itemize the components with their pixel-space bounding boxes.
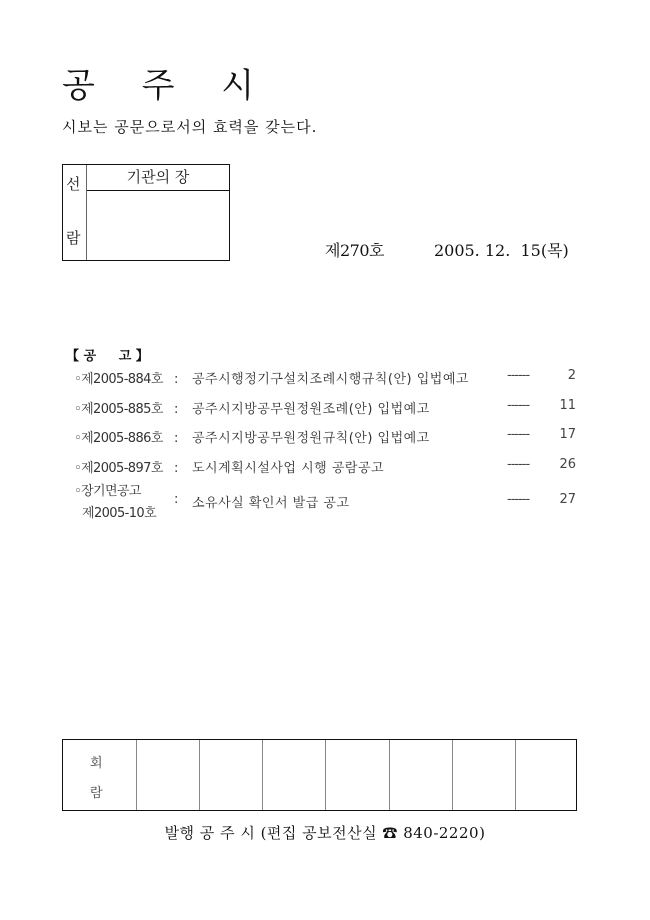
notice-item[interactable] (74, 457, 576, 476)
review-heading: 기관의 장 (87, 165, 229, 191)
circulation-cell[interactable] (515, 740, 576, 810)
section-title: 【 공 고 】 (66, 349, 149, 364)
review-box (62, 164, 230, 261)
issue-info (325, 238, 569, 261)
notice-leader: ------ (507, 398, 530, 413)
notice-colon: : (174, 492, 179, 507)
notice-number: ◦제2005-885호 (74, 402, 163, 417)
phone-icon: ☎ (382, 824, 398, 842)
review-label-top: 선 (66, 175, 81, 193)
notice-page: 2 (567, 368, 576, 383)
notice-page: 27 (559, 492, 576, 507)
issue-date: 2005. 12. 15(목) (433, 241, 569, 260)
notice-number: ◦제2005-886호 (74, 431, 163, 446)
notice-leader: ------ (507, 368, 530, 383)
notice-colon: : (174, 431, 179, 446)
review-side-label (63, 165, 87, 260)
notice-item[interactable] (74, 368, 576, 387)
notice-colon: : (174, 372, 179, 387)
circulation-label-cell (63, 740, 136, 810)
city-title: 공 주 시 (62, 66, 273, 106)
notice-title[interactable]: 소유사실 확인서 발급 공고 (192, 496, 350, 511)
notice-number: ◦제2005-884호 (74, 372, 163, 387)
circulation-cell[interactable] (452, 740, 515, 810)
circulation-cell[interactable] (136, 740, 199, 810)
circulation-label-bottom: 람 (90, 786, 103, 801)
notice-leader: ------ (507, 492, 530, 507)
notice-number: ◦장기면공고 (74, 484, 141, 499)
publisher-footer (0, 822, 650, 843)
circulation-cell[interactable] (262, 740, 325, 810)
circulation-cell[interactable] (325, 740, 389, 810)
gazette-subtitle: 시보는 공문으로서의 효력을 갖는다. (62, 118, 318, 136)
notice-title[interactable]: 공주시지방공무원정원조례(안) 입법예고 (192, 402, 430, 417)
notice-colon: : (174, 461, 179, 476)
notice-item[interactable] (74, 427, 576, 446)
notice-leader: ------ (507, 457, 530, 472)
notice-title[interactable]: 공주시행정기구설치조례시행규칙(안) 입법예고 (192, 372, 469, 387)
circulation-label-top: 회 (90, 756, 103, 771)
circulation-table (62, 739, 577, 811)
review-label-bottom: 람 (66, 229, 81, 247)
notice-title[interactable]: 공주시지방공무원정원규칙(안) 입법예고 (192, 431, 430, 446)
notice-number: ◦제2005-897호 (74, 461, 163, 476)
circulation-cell[interactable] (389, 740, 452, 810)
issue-number: 제270호 (325, 241, 384, 260)
notice-page: 11 (559, 398, 576, 413)
circulation-cell[interactable] (199, 740, 262, 810)
notice-page: 26 (559, 457, 576, 472)
phone-number: 840-2220) (397, 824, 486, 842)
notice-page: 17 (559, 427, 576, 442)
notice-colon: : (174, 402, 179, 417)
notice-leader: ------ (507, 427, 530, 442)
publisher-text: 발행 공 주 시 (편집 공보전산실 (164, 824, 383, 842)
notice-item[interactable] (74, 398, 576, 417)
notice-number-line2: 제2005-10호 (82, 506, 157, 521)
notice-title[interactable]: 도시계획시설사업 시행 공람공고 (192, 461, 385, 476)
